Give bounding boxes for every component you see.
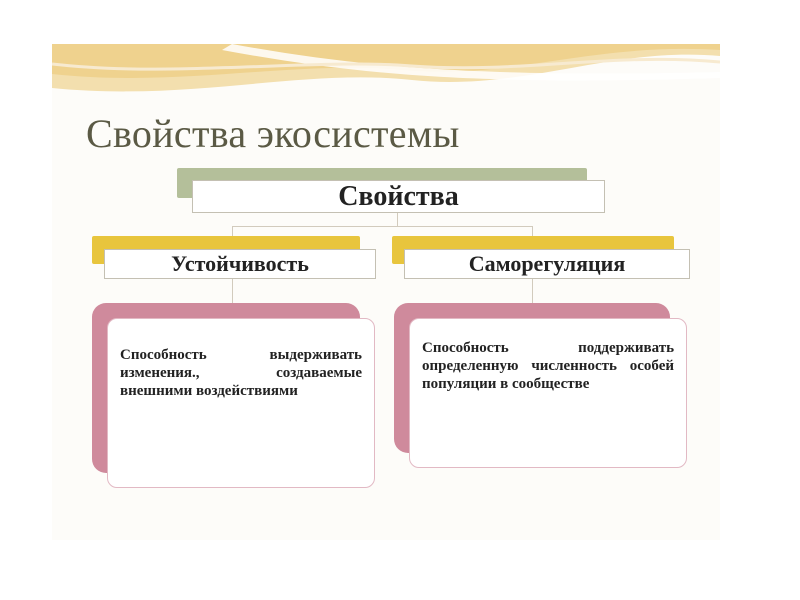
card-text: Способность поддерживать определенную численность особей популяции в сообществе	[409, 318, 687, 468]
branch-node-label: Саморегуляция	[404, 249, 690, 279]
card-text: Способность выдерживать изменения., создаваемые внешними воздействиями	[107, 318, 375, 488]
branch-node-label: Устойчивость	[104, 249, 376, 279]
connector-horizontal	[232, 226, 532, 227]
connector-left-to-card	[232, 279, 233, 303]
connector-root-down	[397, 213, 398, 227]
connector-right-to-card	[532, 279, 533, 303]
root-node-label: Свойства	[192, 180, 605, 213]
slide-title: Свойства экосистемы	[86, 111, 460, 156]
decorative-wave-banner	[52, 44, 720, 114]
